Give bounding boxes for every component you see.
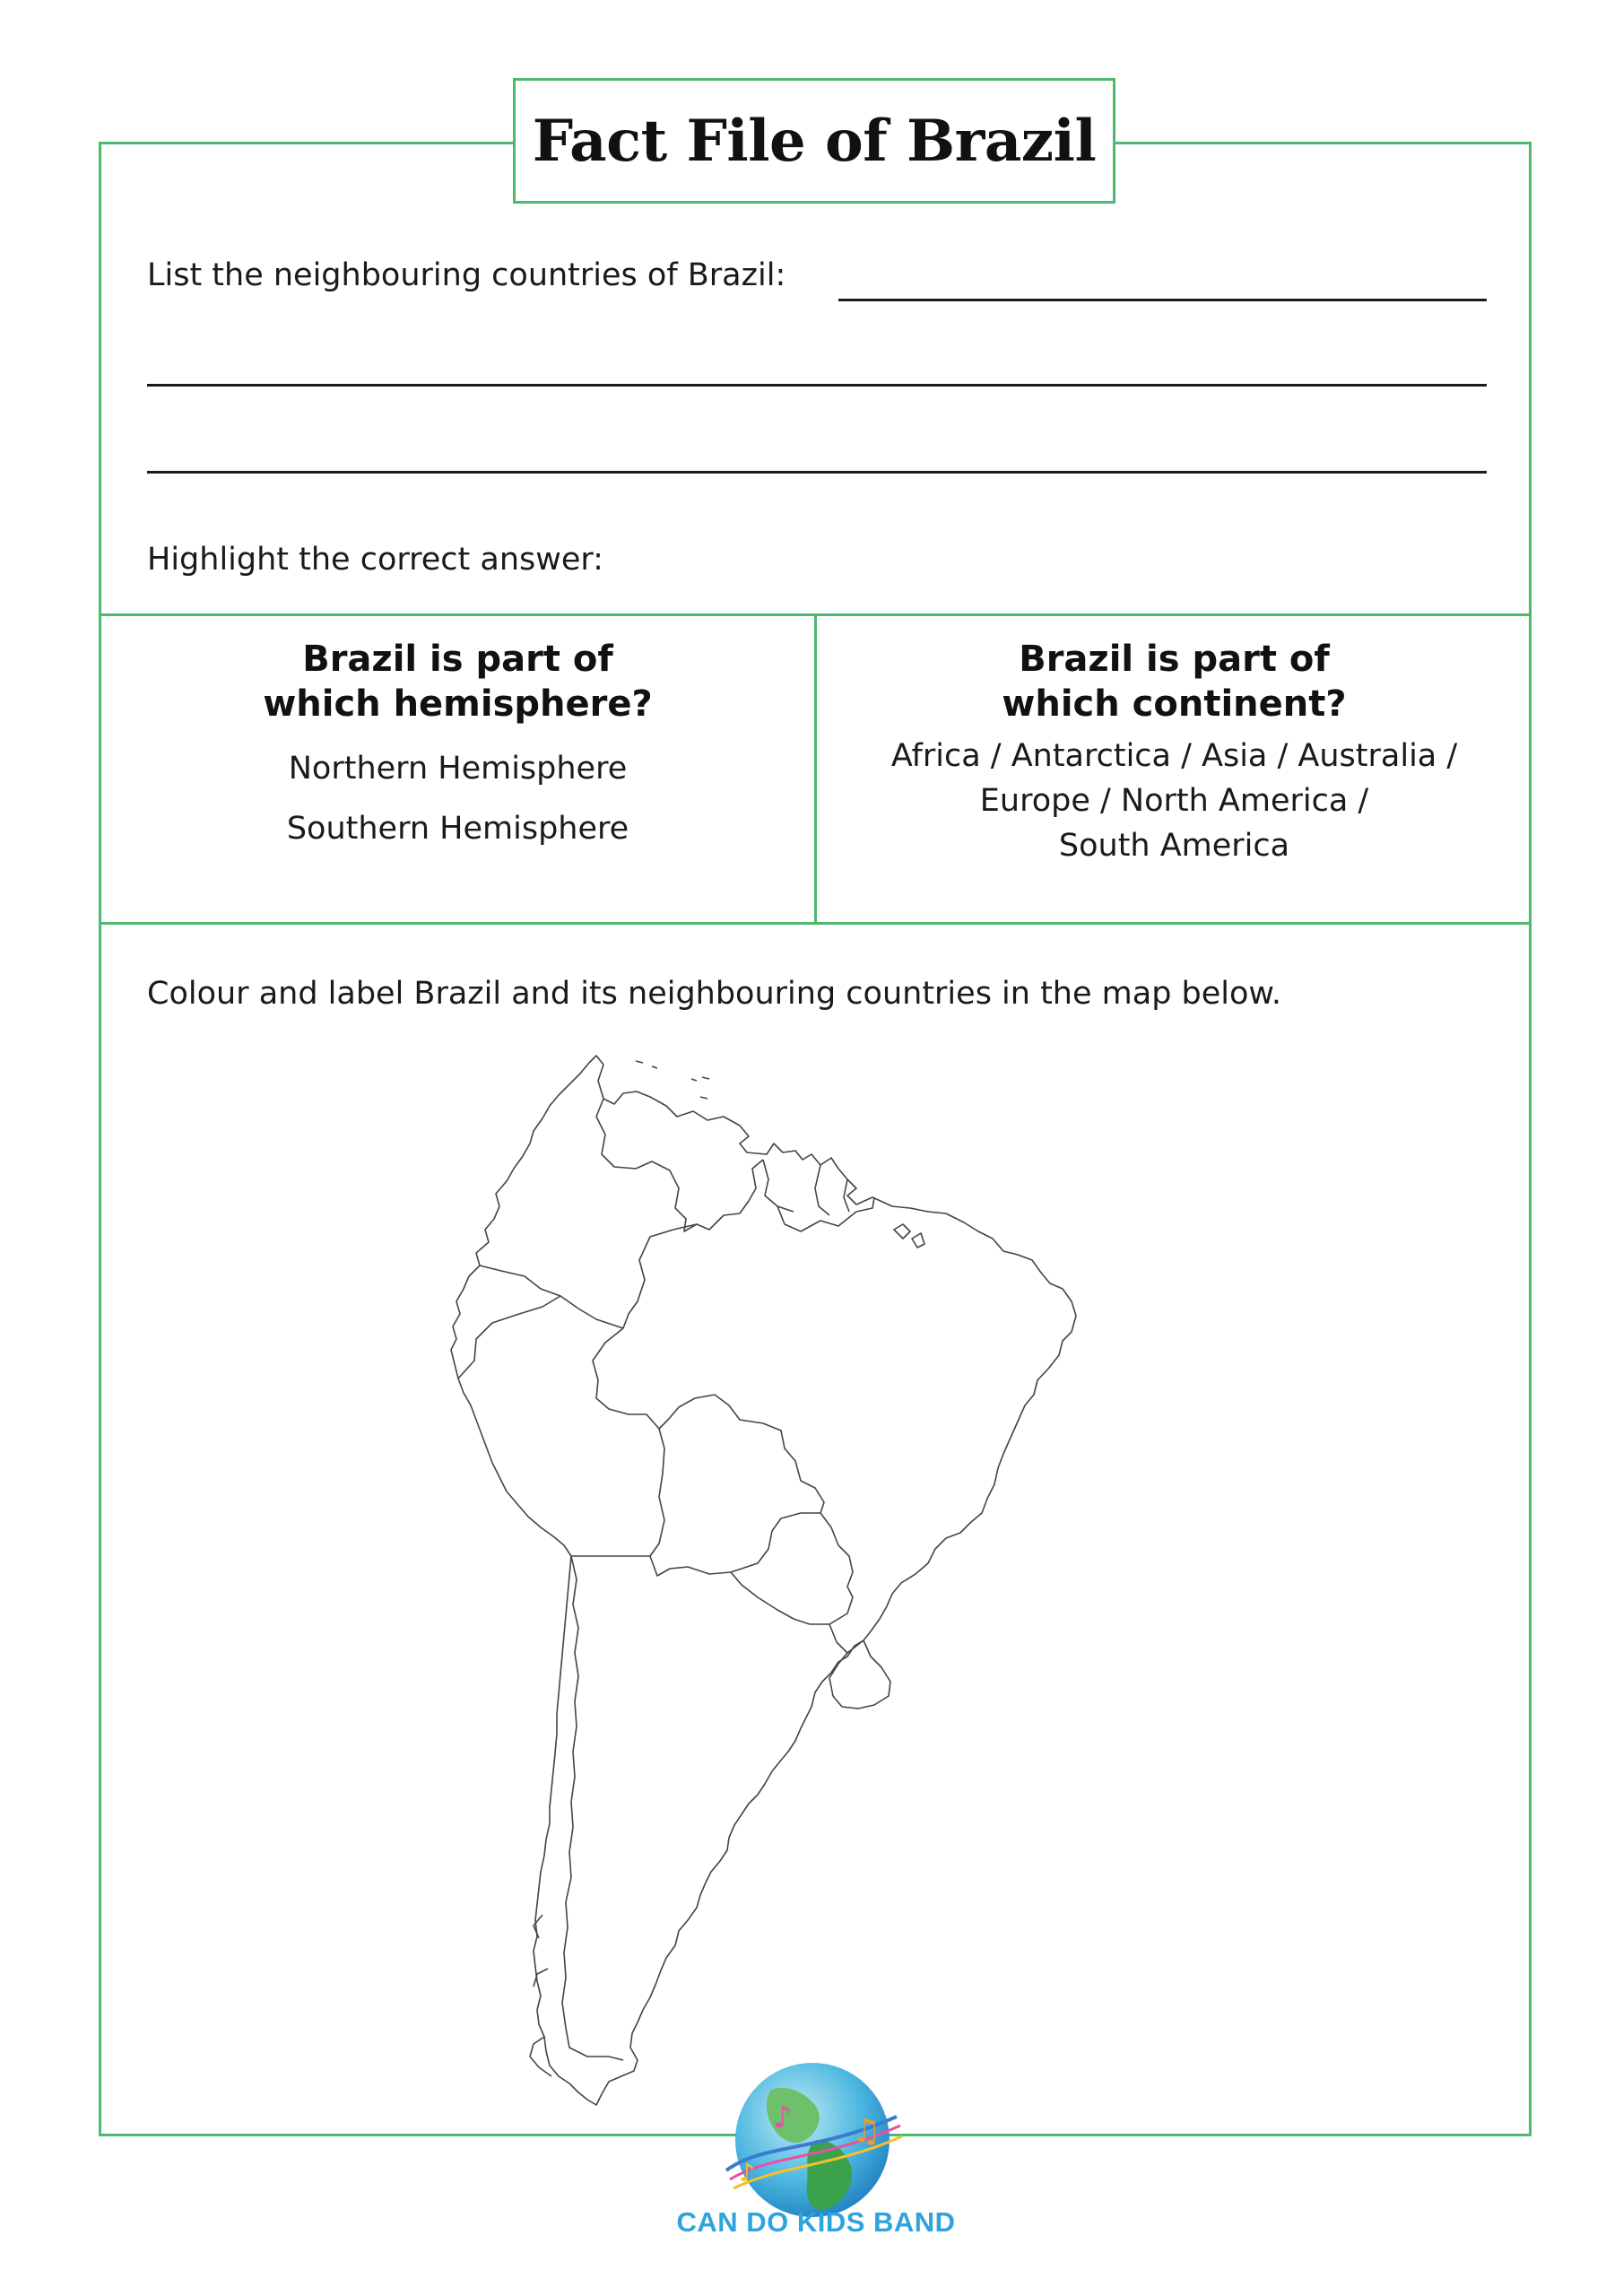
border-paraguay-brazil (820, 1513, 853, 1587)
border-ecuador-peru (458, 1296, 560, 1378)
continent-options-line3[interactable]: South America (1058, 828, 1290, 864)
hemisphere-question-line2: which hemisphere? (263, 683, 653, 725)
continent-question (817, 637, 1532, 726)
border-paraguay-argentina (731, 1572, 853, 1624)
border-peru-brazil (593, 1328, 715, 1429)
logo-text: CAN DO KIDS BAND (676, 2206, 956, 2238)
border-peru-bolivia (571, 1429, 664, 1556)
answer-line-2 (147, 384, 1487, 387)
border-colombia-ecuador (480, 1265, 623, 1328)
border-colombia-brazil (623, 1224, 697, 1328)
svg-text:♪: ♪ (773, 2100, 793, 2135)
border-colombia-venezuela (596, 1099, 763, 1231)
south-america-outline-map (444, 1054, 1197, 2112)
svg-text:♫: ♫ (852, 2113, 881, 2150)
continent-options[interactable] (817, 734, 1532, 868)
map-prompt: Colour and label Brazil and its neighbouring countries in the map below. (147, 976, 1281, 1012)
continent-options-line1[interactable]: Africa / Antarctica / Asia / Australia / (890, 738, 1458, 774)
continent-question-line1: Brazil is part of (1019, 639, 1330, 680)
amazon-islands (894, 1224, 924, 1248)
hemisphere-question-line1: Brazil is part of (302, 639, 613, 680)
grid-bottom-divider (99, 922, 1532, 925)
hemisphere-question-cell (101, 617, 814, 922)
answer-line-3 (147, 471, 1487, 474)
highlight-prompt: Highlight the correct answer: (147, 542, 603, 578)
border-bolivia-brazil (715, 1395, 824, 1513)
neighbours-prompt: List the neighbouring countries of Brazil: (147, 257, 786, 293)
answer-line-1 (838, 299, 1487, 301)
continent-options-line2[interactable]: Europe / North America / (979, 783, 1369, 819)
border-chile-argentina (562, 1556, 623, 2060)
border-guyana-suriname (815, 1165, 829, 1215)
svg-text:♪: ♪ (739, 2158, 755, 2187)
page-title: Fact File of Brazil (532, 107, 1097, 175)
title-box (513, 78, 1115, 204)
continent-question-line2: which continent? (1002, 683, 1347, 725)
hemisphere-option-southern[interactable]: Southern Hemisphere (286, 811, 629, 847)
border-bolivia-argentina (650, 1556, 670, 1576)
hemisphere-question (101, 637, 814, 726)
continent-outline (451, 1056, 1076, 2105)
border-bolivia-paraguay (670, 1513, 820, 1574)
continent-question-cell (817, 617, 1532, 922)
caribbean-islands (636, 1061, 709, 1099)
border-uruguay (829, 1640, 890, 1709)
border-argentina-brazil (829, 1624, 864, 1653)
border-venezuela-guyana (763, 1160, 794, 1212)
hemisphere-option-northern[interactable]: Northern Hemisphere (288, 751, 628, 787)
